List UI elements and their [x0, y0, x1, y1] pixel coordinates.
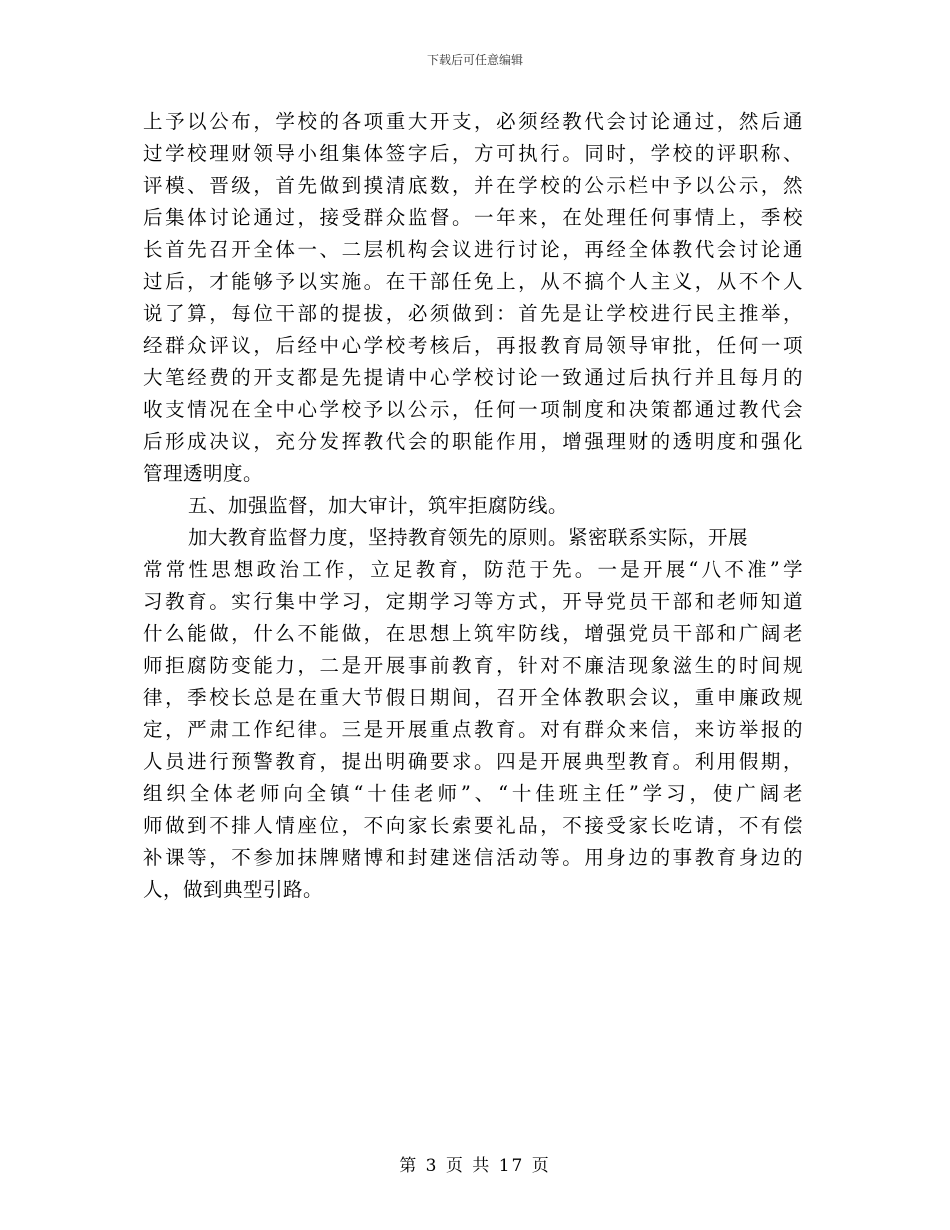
text-line: 习教育。实行集中学习，定期学习等方式，开导党员干部和老师知道: [143, 590, 803, 613]
text-line: 后形成决议，充分发挥教代会的职能作用，增强理财的透明度和强化: [143, 430, 803, 453]
text-line: 大笔经费的开支都是先提请中心学校讨论一致通过后执行并且每月的: [143, 366, 803, 389]
text-line: 加大教育监督力度，坚持教育领先的原则。紧密联系实际，开展: [188, 526, 749, 549]
page-header: 下载后可任意编辑: [426, 53, 523, 67]
document-body: [143, 106, 803, 906]
text-line: 上予以公布，学校的各项重大开支，必须经教代会讨论通过，然后通: [143, 110, 803, 133]
text-line: 组织全体老师向全镇“十佳老师”、“十佳班主任”学习，使广阔老: [143, 782, 803, 805]
section-heading: 五、加强监督，加大审计，筑牢拒腐防线。: [188, 494, 569, 517]
page-number-footer: 第 3 页 共 17 页: [399, 1156, 551, 1176]
text-line: 什么能做，什么不能做，在思想上筑牢防线，增强党员干部和广阔老: [143, 622, 803, 645]
text-line: 定，严肃工作纪律。三是开展重点教育。对有群众来信，来访举报的: [143, 718, 803, 741]
text-line: 师做到不排人情座位，不向家长索要礼品，不接受家长吃请，不有偿: [143, 814, 803, 837]
text-line: 过后，才能够予以实施。在干部任免上，从不搞个人主义，从不个人: [143, 270, 803, 293]
text-line: 补课等，不参加抹牌赌博和封建迷信活动等。用身边的事教育身边的: [143, 846, 803, 869]
text-line: 师拒腐防变能力，二是开展事前教育，针对不廉洁现象滋生的时间规: [143, 654, 803, 677]
text-line: 长首先召开全体一、二层机构会议进行讨论，再经全体教代会讨论通: [143, 238, 803, 261]
text-line: 人员进行预警教育，提出明确要求。四是开展典型教育。利用假期，: [143, 750, 803, 773]
text-line: 常常性思想政治工作，立足教育，防范于先。一是开展“八不准”学: [143, 558, 803, 581]
text-line: 后集体讨论通过，接受群众监督。一年来，在处理任何事情上，季校: [143, 206, 803, 229]
text-line: 经群众评议，后经中心学校考核后，再报教育局领导审批，任何一项: [143, 334, 803, 357]
text-line: 说了算，每位干部的提拔，必须做到：首先是让学校进行民主推举，: [143, 302, 803, 325]
text-line: 评模、晋级，首先做到摸清底数，并在学校的公示栏中予以公示，然: [143, 174, 803, 197]
text-line: 律，季校长总是在重大节假日期间，召开全体教职会议，重申廉政规: [143, 686, 803, 709]
text-line: 人，做到典型引路。: [143, 878, 324, 901]
text-line: 收支情况在全中心学校予以公示，任何一项制度和决策都通过教代会: [143, 398, 803, 421]
text-line: 过学校理财领导小组集体签字后，方可执行。同时，学校的评职称、: [143, 142, 803, 165]
text-line: 管理透明度。: [143, 462, 264, 485]
